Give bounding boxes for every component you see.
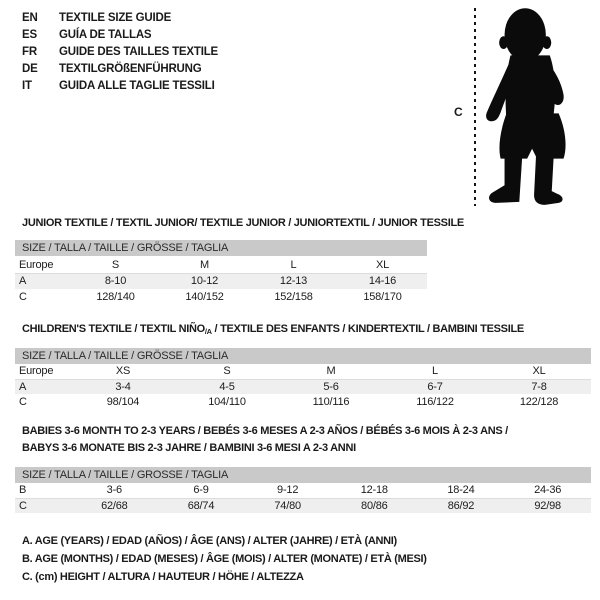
section-title-text: / TEXTILE DES ENFANTS / KINDERTEXTIL / BAMBINI TESSILE [211, 323, 524, 335]
footnote-a: A. AGE (YEARS) / EDAD (AÑOS) / ÂGE (ANS) / ALTER (JAHRE) / ETÀ (ANNI) [22, 535, 397, 547]
row-label: Europe [15, 364, 71, 379]
table-cell: 3-4 [115, 380, 131, 393]
lang-code: IT [22, 79, 32, 92]
table-cell: 14-16 [368, 275, 397, 288]
footnote-b: B. AGE (MONTHS) / EDAD (MESES) / ÂGE (MOIS) / ALTER (MONATE) / ETÀ (MESI) [22, 553, 427, 565]
table-cell: 5-6 [323, 380, 339, 393]
table-row [15, 257, 427, 273]
junior-size-table [15, 257, 427, 305]
lang-title: TEXTILE SIZE GUIDE [59, 11, 172, 24]
height-measure-dashed-line [474, 8, 476, 206]
section-title-line: BABIES 3-6 MONTH TO 2-3 YEARS / BEBÉS 3-6 MESES A 2-3 AÑOS / BÉBÉS 3-6 MOIS À 2-3 ANS / [22, 425, 508, 437]
lang-line-de [22, 60, 218, 77]
size-header-bar: SIZE / TALLA / TAILLE / GRÖSSE / TAGLIA [15, 348, 591, 364]
table-row [15, 394, 591, 409]
section-title-subscript: /A [204, 327, 212, 336]
section-title-line: BABYS 3-6 MONATE BIS 2-3 JAHRE / BAMBINI 3-6 MESI A 2-3 ANNI [22, 442, 356, 454]
language-title-block [22, 9, 218, 94]
table-row [15, 273, 427, 289]
lang-code: EN [22, 11, 38, 24]
row-label: C [19, 395, 27, 408]
section-title-junior: JUNIOR TEXTILE / TEXTIL JUNIOR/ TEXTILE JUNIOR / JUNIORTEXTIL / JUNIOR TESSILE [22, 217, 464, 229]
table-cell: 98/104 [106, 395, 140, 408]
table-cell: 74/80 [274, 499, 301, 512]
table-cell: 12-18 [331, 483, 418, 498]
table-cell: XS [71, 364, 175, 379]
footnotes-block [22, 532, 427, 586]
babies-size-table [15, 483, 591, 513]
lang-code: FR [22, 45, 37, 58]
row-label: A [19, 380, 27, 393]
table-cell: 152/158 [274, 291, 313, 303]
section-title-children [22, 321, 524, 340]
row-label: B [15, 483, 71, 498]
table-cell: M [160, 257, 249, 273]
lang-line-it [22, 77, 218, 94]
lang-code: DE [22, 62, 38, 75]
lang-code: ES [22, 28, 37, 41]
table-cell: M [279, 364, 383, 379]
table-cell: XL [338, 257, 427, 273]
lang-title: GUIDE DES TAILLES TEXTILE [59, 45, 218, 58]
table-row [15, 289, 427, 305]
table-cell: L [383, 364, 487, 379]
table-cell: 92/98 [534, 499, 561, 512]
table-cell: 18-24 [418, 483, 505, 498]
toddler-silhouette-icon [478, 2, 596, 214]
table-cell: 80/86 [361, 499, 388, 512]
row-label: Europe [15, 257, 71, 273]
table-cell: 10-12 [190, 275, 219, 288]
table-cell: 128/140 [96, 291, 135, 303]
lang-title: TEXTILGRÖßENFÜHRUNG [59, 62, 202, 75]
table-cell: S [175, 364, 279, 379]
row-label: C [19, 499, 27, 512]
size-header-bar: SIZE / TALLA / TAILLE / GRÖSSE / TAGLIA [15, 240, 427, 256]
table-cell: 110/116 [312, 395, 350, 408]
table-cell: 6-9 [158, 483, 245, 498]
row-label: A [19, 275, 27, 288]
table-cell: 62/68 [101, 499, 128, 512]
table-row [15, 364, 591, 379]
lang-line-fr [22, 43, 218, 60]
table-cell: 8-10 [104, 275, 127, 288]
table-cell: 104/110 [208, 395, 246, 408]
table-cell: 122/128 [519, 395, 559, 408]
lang-line-en [22, 9, 218, 26]
lang-line-es [22, 26, 218, 43]
row-label: C [19, 291, 27, 303]
table-cell: 140/152 [185, 291, 224, 303]
table-cell: 7-8 [531, 380, 547, 393]
table-cell: 86/92 [447, 499, 475, 512]
table-cell: 6-7 [427, 380, 443, 393]
lang-title: GUÍA DE TALLAS [59, 28, 152, 41]
table-cell: 4-5 [219, 380, 235, 393]
section-title-babies [22, 423, 508, 457]
table-cell: 116/122 [416, 395, 454, 408]
table-cell: 68/74 [187, 499, 215, 512]
section-title-text: CHILDREN'S TEXTILE / TEXTIL NIÑO [22, 323, 205, 335]
size-header-bar: SIZE / TALLA / TAILLE / GROSSE / TAGLIA [15, 467, 591, 483]
children-size-table [15, 364, 591, 409]
footnote-c: C. (cm) HEIGHT / ALTURA / HAUTEUR / HÖHE / ALTEZZA [22, 571, 304, 583]
table-row [15, 379, 591, 394]
table-cell: 24-36 [504, 483, 591, 498]
lang-title: GUIDA ALLE TAGLIE TESSILI [59, 79, 215, 92]
height-measure-figure [440, 0, 600, 215]
height-measure-label-c: C [454, 105, 463, 119]
table-row [15, 483, 591, 498]
table-cell: 3-6 [71, 483, 158, 498]
table-cell: 158/170 [363, 291, 402, 303]
table-row [15, 498, 591, 513]
table-cell: 12-13 [279, 275, 308, 288]
table-cell: XL [487, 364, 591, 379]
table-cell: L [249, 257, 338, 273]
table-cell: S [71, 257, 160, 273]
table-cell: 9-12 [244, 483, 331, 498]
